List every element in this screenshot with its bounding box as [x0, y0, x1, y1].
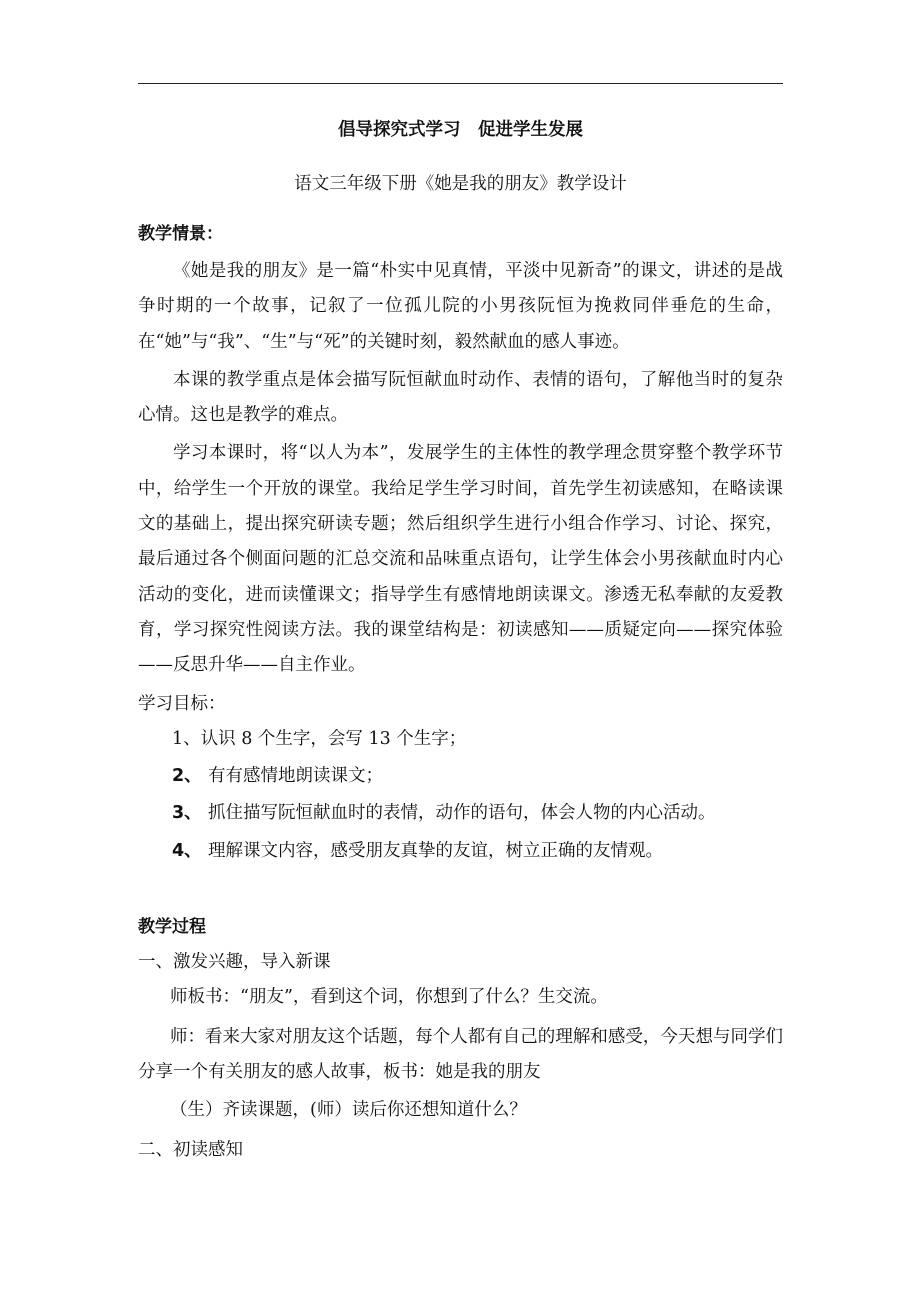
- process-section-2: 二、初读感知: [138, 1139, 243, 1160]
- goal-item-2: [138, 759, 783, 794]
- document-title: 倡导探究式学习 促进学生发展: [338, 120, 583, 140]
- process-line-1: 师板书：“朋友”，看到这个词，你想到了什么？生交流。: [170, 987, 608, 1008]
- process-line-3: （生）齐读课题，(师）读后你还想知道什么？: [170, 1100, 527, 1121]
- goal-item-3: [138, 796, 783, 831]
- goal-item-4: [138, 834, 783, 869]
- situation-heading: 教学情景：: [138, 224, 223, 244]
- goal-item-1: [138, 722, 783, 757]
- goals-heading: 学习目标：: [138, 693, 226, 714]
- goal-number: 3、: [172, 803, 202, 824]
- goal-text: 认识 8 个生字，会写 13 个生字；: [200, 728, 467, 749]
- situation-paragraph-2: 本课的教学重点是体会描写阮恒献血时动作、表情的语句，了解他当时的复杂心情。这也是教学的难点。: [138, 369, 783, 426]
- goal-number: 4、: [172, 840, 202, 861]
- situation-paragraph-3: 学习本课时，将“以人为本”，发展学生的主体性的教学理念贯穿整个教学环节中，给学生一个开放的课堂。我给足学生学习时间，首先学生初读感知，在略读课文的基础上，提出探究研读专题；然后组织学生进行小组合作学习、讨论、探究，最后通过各个侧面问题的汇总交流和品味重点语句，让学生体会小男孩献血时内心活动的变化，进而读懂课文；指导学生有感情地朗读课文。渗透无私奉献的友爱教育，学习探究性阅读方法。我的课堂结构是：初读感知——质疑定向——探究体验——反思升华——自主作业。: [138, 443, 783, 676]
- situation-paragraph-1: 《她是我的朋友》是一篇“朴实中见真情，平淡中见新奇”的课文，讲述的是战争时期的一个故事，记叙了一位孤儿院的小男孩阮恒为挽救同伴垂危的生命，在“她”与“我”、“生”与“死”的关键时刻，毅然献血的感人事迹。: [138, 261, 783, 352]
- process-section-1: 一、激发兴趣，导入新课: [138, 952, 331, 973]
- document-body: [138, 112, 783, 1168]
- process-line-2: 师：看来大家对朋友这个话题，每个人都有自己的理解和感受，今天想与同学们分享一个有关朋友的感人故事，板书：她是我的朋友: [138, 1026, 783, 1082]
- goal-text: 理解课文内容，感受朋友真挚的友谊，树立正确的友情观。: [208, 840, 663, 861]
- header-rule: [138, 83, 783, 84]
- goal-text: 抓住描写阮恒献血时的表情，动作的语句，体会人物的内心活动。: [208, 803, 716, 824]
- document-subtitle: 语文三年级下册《她是我的朋友》教学设计: [294, 174, 627, 194]
- goal-number: 2、: [172, 766, 202, 787]
- process-heading: 教学过程: [138, 917, 206, 938]
- goal-text: 有有感情地朗读课文；: [208, 766, 383, 787]
- goal-number: 1、: [172, 728, 201, 749]
